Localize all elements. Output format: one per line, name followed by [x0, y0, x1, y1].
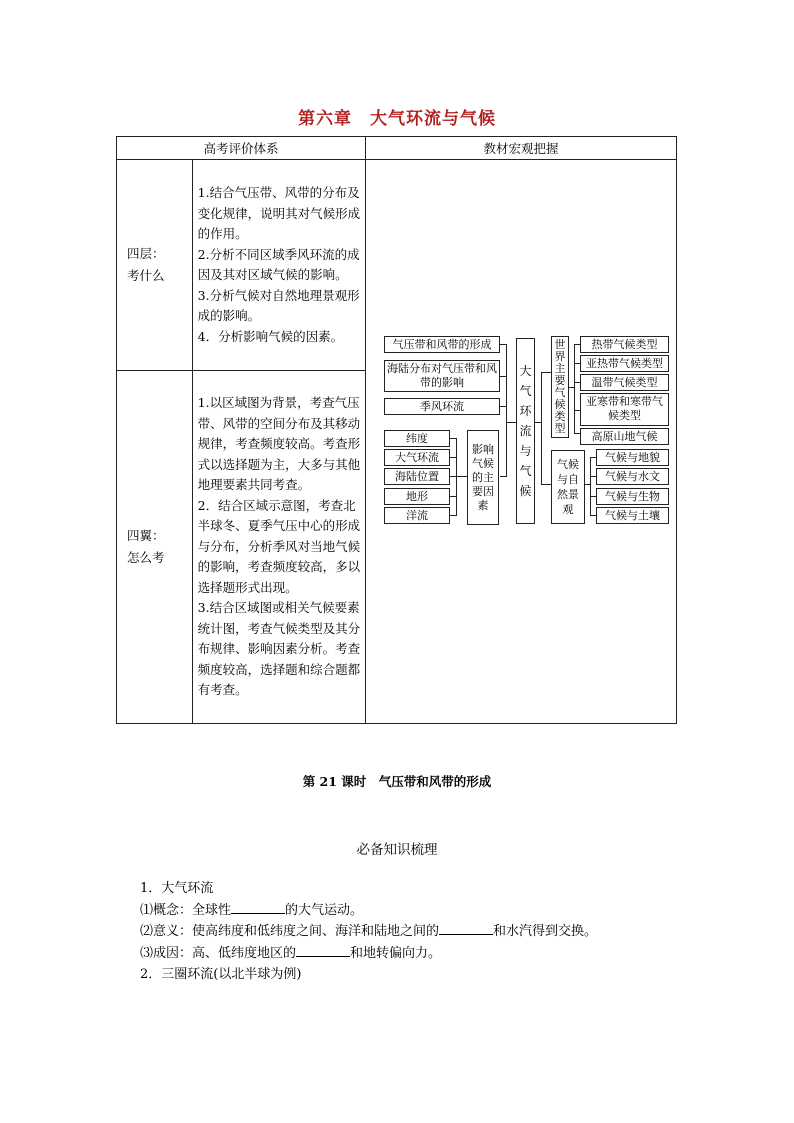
diagram-box-pressure-wind-formation: 气压带和风带的形成: [384, 336, 500, 353]
meaning-prefix: ⑵意义：使高纬度和低纬度之间、海洋和陆地之间的: [140, 924, 440, 939]
lesson-title: 第 21 课时 气压带和风带的形成: [302, 774, 492, 789]
cause-prefix: ⑶成因：高、低纬度地区的: [140, 945, 297, 961]
content-line: [140, 943, 597, 965]
diagram-box-factor: 地形: [384, 488, 450, 505]
requirement-cell: [192, 371, 365, 724]
level-label: 四翼：: [127, 528, 165, 543]
diagram-box-climate-relation: 气候与地貌: [596, 449, 669, 466]
diagram-box-monsoon: 季风环流: [384, 398, 500, 415]
fill-blank[interactable]: [231, 901, 285, 914]
level-cell: [117, 371, 193, 724]
concept-diagram: [365, 160, 676, 724]
diagram-box-climate-type: 热带气候类型: [580, 336, 669, 353]
level-cell: [117, 160, 193, 371]
knowledge-content: [140, 878, 597, 986]
meaning-suffix: 和水汽得到交换。: [493, 924, 598, 939]
fill-blank[interactable]: [439, 922, 493, 935]
content-line: [140, 900, 597, 922]
content-line: 2．三圈环流(以北半球为例): [140, 967, 302, 982]
level-label: 四层：: [127, 246, 165, 261]
requirement-cell: [192, 160, 365, 371]
header-textbook-overview: 教材宏观把握: [365, 137, 676, 160]
vertical-label: 气候与自然景观: [556, 458, 579, 516]
header-evaluation-system: 高考评价体系: [117, 137, 366, 160]
fill-blank[interactable]: [296, 944, 350, 957]
vertical-label: 大气环流与气候: [519, 364, 532, 498]
diagram-box-climate-type: 温带气候类型: [580, 374, 669, 391]
diagram-box-climate-type: 亚寒带和寒带气候类型: [580, 393, 669, 426]
requirement-item: 3.分析气候对自然地理景观形成的影响。: [197, 287, 360, 323]
requirement-item: 1.以区域图为背景，考查气压带、风带的空间分布及其移动规律，考查频度较高。考查形式以选择题为主，大多与其他地理要素共同考查。: [197, 395, 361, 493]
diagram-box-climate-type: 亚热带气候类型: [580, 355, 669, 372]
diagram-box-factor: 洋流: [384, 507, 450, 524]
diagram-box-factor: 大气环流: [384, 449, 450, 466]
requirement-item: 2.分析不同区域季风环流的成因及其对区域气候的影响。: [197, 246, 360, 282]
concept-prefix: ⑴概念：全球性: [140, 902, 232, 918]
diagram-box-land-sea-influence: 海陆分布对气压带和风带的影响: [384, 360, 500, 392]
vertical-label: 世界主要气候类型: [554, 338, 566, 435]
diagram-box-factor: 海陆位置: [384, 468, 450, 485]
cause-suffix: 和地转偏向力。: [350, 945, 442, 961]
concept-suffix: 的大气运动。: [285, 902, 364, 918]
vertical-label: 影响气候的主要因素: [471, 442, 494, 512]
requirement-item: 4．分析影响气候的因素。: [197, 328, 344, 344]
diagram-box-center: [516, 338, 535, 524]
diagram-box-climate-relation: 气候与土壤: [596, 507, 669, 524]
diagram-box-climate-type: 高原山地气候: [580, 428, 669, 445]
chapter-title: 第六章 大气环流与气候: [298, 109, 496, 129]
level-label: 考什么: [127, 268, 165, 283]
diagram-box-climate-types: [551, 336, 569, 438]
table-row: [117, 160, 677, 371]
level-label: 怎么考: [127, 550, 165, 565]
diagram-box-climate-relation: 气候与水文: [596, 468, 669, 485]
section-title: 必备知识梳理: [356, 842, 438, 858]
content-line: 1．大气环流: [140, 881, 214, 896]
diagram-box-factor: 纬度: [384, 430, 450, 447]
table-header-row: [117, 137, 677, 160]
requirement-item: 1.结合气压带、风带的分布及变化规律，说明其对气候形成的作用。: [197, 185, 361, 241]
requirement-item: 3.结合区域图或相关气候要素统计图，考查气候类型及其分布规律、影响因素分析。考查频度较高，选择题和综合题都有考查。: [197, 600, 361, 698]
content-line: [140, 921, 597, 943]
evaluation-table: [116, 136, 677, 724]
requirement-item: 2．结合区域示意图，考查北半球冬、夏季气压中心的形成与分布，分析季风对当地气候的影响，考查频度较高，多以选择题形式出现。: [197, 497, 361, 595]
diagram-box-climate-relation: 气候与生物: [596, 488, 669, 505]
diagram-box-climate-factors: [467, 430, 499, 525]
diagram-box-climate-landscape: [551, 450, 585, 524]
